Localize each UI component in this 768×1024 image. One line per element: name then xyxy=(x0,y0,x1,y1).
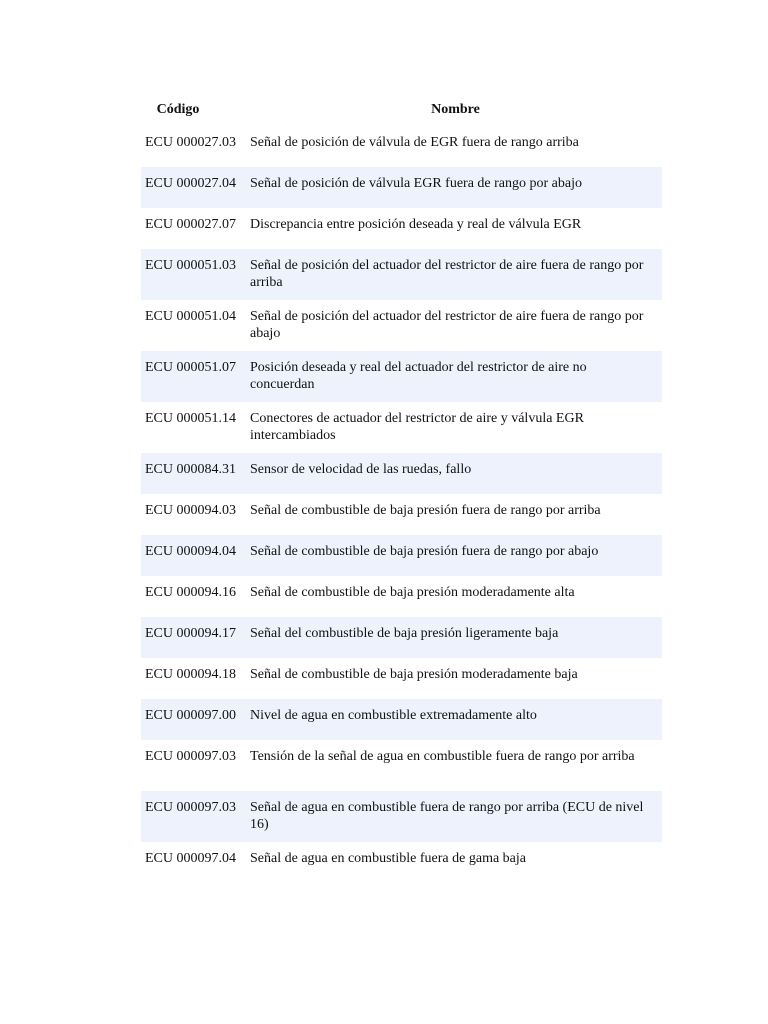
table-row xyxy=(107,453,662,494)
row-name: Posición deseada y real del actuador del restrictor de aire no concuerdan xyxy=(250,360,587,392)
row-gutter xyxy=(107,208,141,249)
table-row xyxy=(107,535,662,576)
row-gutter xyxy=(107,535,141,576)
table-row xyxy=(107,208,662,249)
row-name: Señal de combustible de baja presión moderadamente alta xyxy=(250,585,575,600)
table-row xyxy=(107,791,662,842)
row-gutter xyxy=(107,351,141,402)
row-gutter xyxy=(107,494,141,535)
table-row xyxy=(107,167,662,208)
table-row xyxy=(107,658,662,699)
row-code: ECU 000094.04 xyxy=(145,544,236,559)
row-name: Señal de posición de válvula de EGR fuera de rango arriba xyxy=(250,135,579,150)
row-name: Señal del combustible de baja presión ligeramente baja xyxy=(250,626,559,641)
row-gutter xyxy=(107,740,141,791)
row-code: ECU 000094.03 xyxy=(145,503,236,518)
row-gutter xyxy=(107,658,141,699)
table-row xyxy=(107,402,662,453)
row-code: ECU 000094.16 xyxy=(145,585,236,600)
row-name: Señal de posición del actuador del restrictor de aire fuera de rango por arriba xyxy=(250,258,644,290)
fault-code-table xyxy=(107,96,662,883)
row-name: Señal de combustible de baja presión fuera de rango por arriba xyxy=(250,503,601,518)
row-gutter xyxy=(107,126,141,167)
column-header-code: Código xyxy=(156,102,200,117)
table-row xyxy=(107,740,662,791)
table-row xyxy=(107,576,662,617)
row-code: ECU 000084.31 xyxy=(145,462,236,477)
table-header-row xyxy=(107,96,662,126)
row-code: ECU 000094.17 xyxy=(145,626,236,641)
row-code: ECU 000094.18 xyxy=(145,667,236,682)
table-row xyxy=(107,842,662,883)
row-name: Tensión de la señal de agua en combustible fuera de rango por arriba xyxy=(250,749,635,764)
row-name: Señal de combustible de baja presión moderadamente baja xyxy=(250,667,578,682)
table-row xyxy=(107,351,662,402)
row-code: ECU 000097.00 xyxy=(145,708,236,723)
row-gutter xyxy=(107,300,141,351)
row-code: ECU 000027.03 xyxy=(145,135,236,150)
row-code: ECU 000051.03 xyxy=(145,258,236,273)
row-gutter xyxy=(107,699,141,740)
row-name: Señal de posición de válvula EGR fuera de rango por abajo xyxy=(250,176,583,191)
row-name: Discrepancia entre posición deseada y real de válvula EGR xyxy=(250,217,582,232)
row-code: ECU 000051.14 xyxy=(145,411,236,426)
row-name: Señal de agua en combustible fuera de gama baja xyxy=(250,851,526,866)
row-code: ECU 000097.04 xyxy=(145,851,236,866)
row-code: ECU 000027.07 xyxy=(145,217,236,232)
row-gutter xyxy=(107,453,141,494)
row-code: ECU 000051.07 xyxy=(145,360,236,375)
row-name: Conectores de actuador del restrictor de aire y válvula EGR intercambiados xyxy=(250,411,584,443)
row-name: Señal de combustible de baja presión fuera de rango por abajo xyxy=(250,544,599,559)
column-header-name: Nombre xyxy=(431,102,480,117)
row-code: ECU 000051.04 xyxy=(145,309,236,324)
row-gutter xyxy=(107,617,141,658)
table-row xyxy=(107,617,662,658)
row-gutter xyxy=(107,402,141,453)
row-name: Señal de posición del actuador del restrictor de aire fuera de rango por abajo xyxy=(250,309,644,341)
row-gutter xyxy=(107,249,141,300)
row-gutter xyxy=(107,167,141,208)
table-row xyxy=(107,126,662,167)
table-row xyxy=(107,699,662,740)
row-gutter xyxy=(107,842,141,883)
table-row xyxy=(107,494,662,535)
row-gutter xyxy=(107,576,141,617)
row-code: ECU 000097.03 xyxy=(145,749,236,764)
table-row xyxy=(107,249,662,300)
table-row xyxy=(107,300,662,351)
row-name: Sensor de velocidad de las ruedas, fallo xyxy=(250,462,472,477)
row-name: Señal de agua en combustible fuera de rango por arriba (ECU de nivel 16) xyxy=(250,800,644,832)
row-name: Nivel de agua en combustible extremadamente alto xyxy=(250,708,537,723)
row-code: ECU 000027.04 xyxy=(145,176,236,191)
row-code: ECU 000097.03 xyxy=(145,800,236,815)
row-gutter xyxy=(107,791,141,842)
